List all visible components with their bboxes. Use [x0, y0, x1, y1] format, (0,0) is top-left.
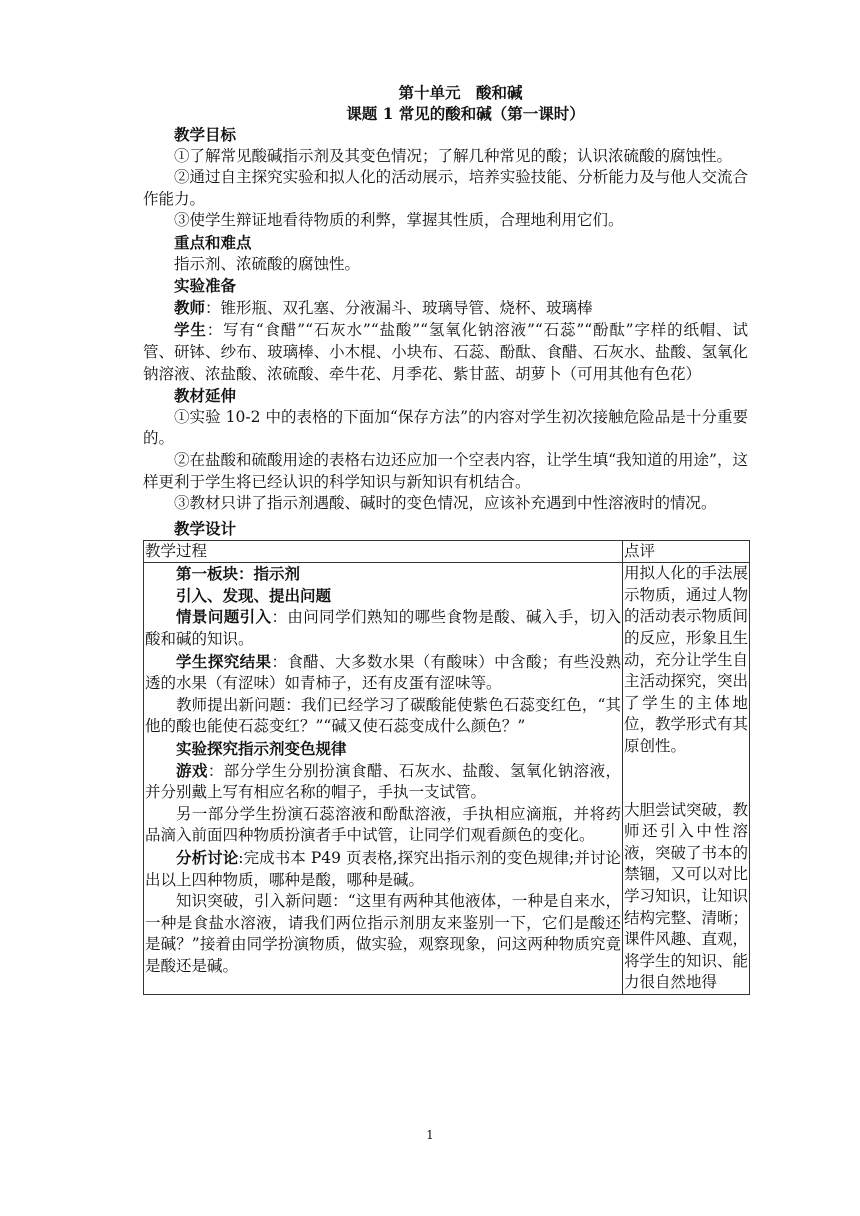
goal-item-1: ①了解常见酸碱指示剂及其变色情况；了解几种常见的酸；认识浓硫酸的腐蚀性。: [174, 146, 733, 165]
preparation-teacher: [143, 297, 748, 320]
teacher-question: 教师提出新问题：我们已经学习了碳酸能使紫色石蕊变红色，“其他的酸也能使石蕊变红？”“碱又使石蕊变成什么颜色？”: [145, 695, 621, 736]
key-points-text: 指示剂、浓硫酸的腐蚀性。: [174, 254, 361, 273]
process-cell: [144, 563, 623, 995]
student-label: 学生: [174, 320, 207, 340]
design-table: [143, 540, 750, 995]
extension-item-1: ①实验 10-2 中的表格的下面加“保存方法”的内容对学生初次接触危险品是十分重要的。: [143, 407, 748, 448]
comment-2: 大胆尝试突破，教师还引入中性溶液，突破了书本的禁锢，又可以对比学习知识，让知识结构完整、清晰；课件风趣、直观，将学生的知识、能力很自然地得: [624, 800, 749, 992]
preparation-heading: 实验准备: [174, 276, 237, 296]
goals-heading: 教学目标: [174, 125, 237, 144]
preparation-student: [143, 319, 748, 385]
sub2-heading: 实验探究指示剂变色规律: [176, 739, 347, 759]
page-number: 1: [426, 1128, 434, 1142]
design-heading: 教学设计: [174, 518, 237, 538]
teacher-materials: ：锥形瓶、双孔塞、分液漏斗、玻璃导管、烧杯、玻璃棒: [205, 298, 593, 317]
document-page: [143, 82, 748, 995]
other-students-paragraph: 另一部分学生扮演石蕊溶液和酚酞溶液，手执相应滴瓶，并将药品滴入前面四种物质扮演者手中试管，让同学们观看颜色的变化。: [145, 804, 621, 845]
extension-item-3: ③教材只讲了指示剂遇酸、碱时的变色情况，应该补充遇到中性溶液时的情况。: [174, 494, 717, 513]
extension-item-2: ②在盐酸和硫酸用途的表格右边还应加一个空表内容，让学生填“我知道的用途”，这样更利于学生将已经认识的科学知识与新知识有机结合。: [143, 450, 748, 491]
table-header-row: [144, 541, 750, 563]
scene-label: 情景问题引入: [176, 607, 272, 627]
game-label: 游戏: [176, 760, 208, 780]
breakthrough-paragraph: 知识突破，引入新问题：“这里有两种其他液体，一种是自来水，一种是食盐水溶液，请我们两位指示剂朋友来鉴别一下，它们是酸还是碱？”接着由同学扮演物质，做实验，观察现象，问这两种物质究竟是酸还是碱。: [145, 892, 621, 975]
discuss-label: 分析讨论: [176, 848, 239, 867]
game-text: ：部分学生分别扮演食醋、石灰水、盐酸、氢氧化钠溶液，并分别戴上写有相应名称的帽子，手执一支试管。: [145, 761, 621, 802]
result-label: 学生探究结果: [176, 651, 272, 671]
result-text: ：食醋、大多数水果（有酸味）中含酸；有些没熟透的水果（有涩味）如青柿子，还有皮蛋有涩味等。: [145, 652, 621, 693]
student-result: [145, 651, 621, 695]
comment-1: 用拟人化的手法展示物质，通过人物的活动表示物质间的反应，形象且生动，充分让学生自主活动探究，突出了学生的主体地位，教学形式有其原创性。: [624, 564, 749, 756]
goal-item-3: ③使学生辩证地看待物质的利弊，掌握其性质，合理地利用它们。: [174, 211, 624, 230]
scene-intro: [145, 606, 621, 650]
table-row: [144, 563, 750, 995]
sub1-heading: 引入、发现、提出问题: [176, 585, 332, 605]
unit-title: 第十单元 酸和碱: [398, 83, 523, 102]
goal-item-2: ②通过自主探究实验和拟人化的活动展示，培养实验技能、分析能力及与他人交流合作能力。: [143, 168, 748, 208]
comment-gap: [624, 758, 748, 800]
student-materials: ：写有“食醋”“石灰水”“盐酸”“氢氧化钠溶液”“石蕊”“酚酞”字样的纸帽、试管、研钵、纱布、玻璃棒、小木棍、小块布、石蕊、酚酞、食醋、石灰水、盐酸、氢氧化钠溶液、浓盐酸、浓硫酸、牵牛花、月季花、紫甘蓝、胡萝卜（可用其他有色花）: [143, 321, 748, 383]
extension-heading: 教材延伸: [174, 386, 237, 406]
col-header-comment: 点评: [623, 541, 750, 563]
key-points-heading: 重点和难点: [174, 232, 252, 252]
lesson-title: 课题 1 常见的酸和碱（第一课时）: [346, 104, 585, 123]
discussion-paragraph: [145, 847, 621, 891]
discuss-text: :完成书本 P49 页表格,探究出指示剂的变色规律;并讨论出以上四种物质，哪种是酸，哪种是碱。: [145, 849, 621, 889]
comment-cell: [623, 563, 750, 995]
game-paragraph: [145, 760, 621, 804]
block1-heading: 第一板块：指示剂: [176, 564, 301, 584]
teacher-label: 教师: [174, 297, 206, 317]
col-header-process: 教学过程: [144, 541, 623, 563]
scene-text: ：由问同学们熟知的哪些食物是酸、碱入手，切入酸和碱的知识。: [145, 608, 621, 649]
